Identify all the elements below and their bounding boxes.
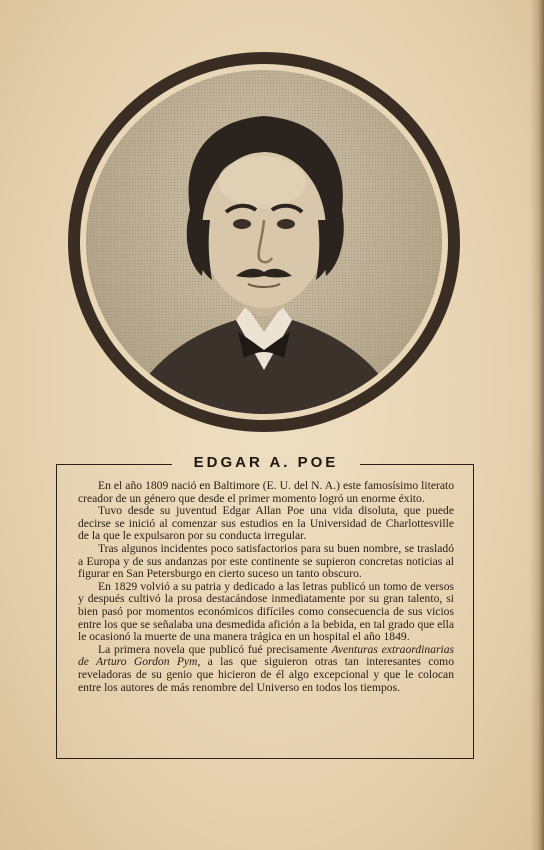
bio-paragraph-5-before: La primera novela que publicó fué precisamente bbox=[98, 642, 332, 656]
bio-paragraph-3: Tras algunos incidentes poco satisfactorios para su buen nombre, se trasladó a Europa y de sus andanzas por este continente se supieron concretas noticias al figurar en San Petersburgo en cierto suceso un tanto obscuro. bbox=[78, 541, 454, 581]
bio-paragraph-2: Tuvo desde su juventud Edgar Allan Poe una vida disoluta, que puede decirse se inició al comenzar sus estudios en la Universidad de Charlottesville de la que le expulsaron por su conducta irregular. bbox=[78, 504, 454, 543]
bio-paragraph-5 bbox=[78, 644, 454, 694]
biography-text bbox=[78, 480, 454, 694]
portrait-image bbox=[86, 70, 442, 414]
bio-paragraph-5-after: , a las que siguieron otras tan interesantes como reveladoras de su genio que hicieron de él algo excepcional y que le colocan entre los autores de más renombre del Universo en todos los tiempos. bbox=[78, 655, 454, 694]
bio-paragraph-4: En 1829 volvió a su patria y dedicado a las letras publicó un tomo de versos y después cultivó la prosa destacándose inmediatamente por su gran talento, si bien pasó por momentos económicos difíciles como consecuencia de sus vicios entre los que se señalaba una desmedida afición a la bebida, en tal grado que ella le ocasionó la muerte de una manera trágica en un hospital el año 1849. bbox=[78, 579, 454, 644]
portrait-illustration bbox=[86, 70, 442, 414]
biography-title: EDGAR A. POE bbox=[193, 454, 339, 471]
bio-paragraph-1: En el año 1809 nació en Baltimore (E. U. del N. A.) este famosísimo literato creador de un género que desde el primer momento logró un enorme éxito. bbox=[78, 479, 454, 505]
page-edge-shadow bbox=[530, 0, 544, 850]
novel-title: Aventuras extraordinarias de Arturo Gordon Pym bbox=[78, 642, 455, 669]
